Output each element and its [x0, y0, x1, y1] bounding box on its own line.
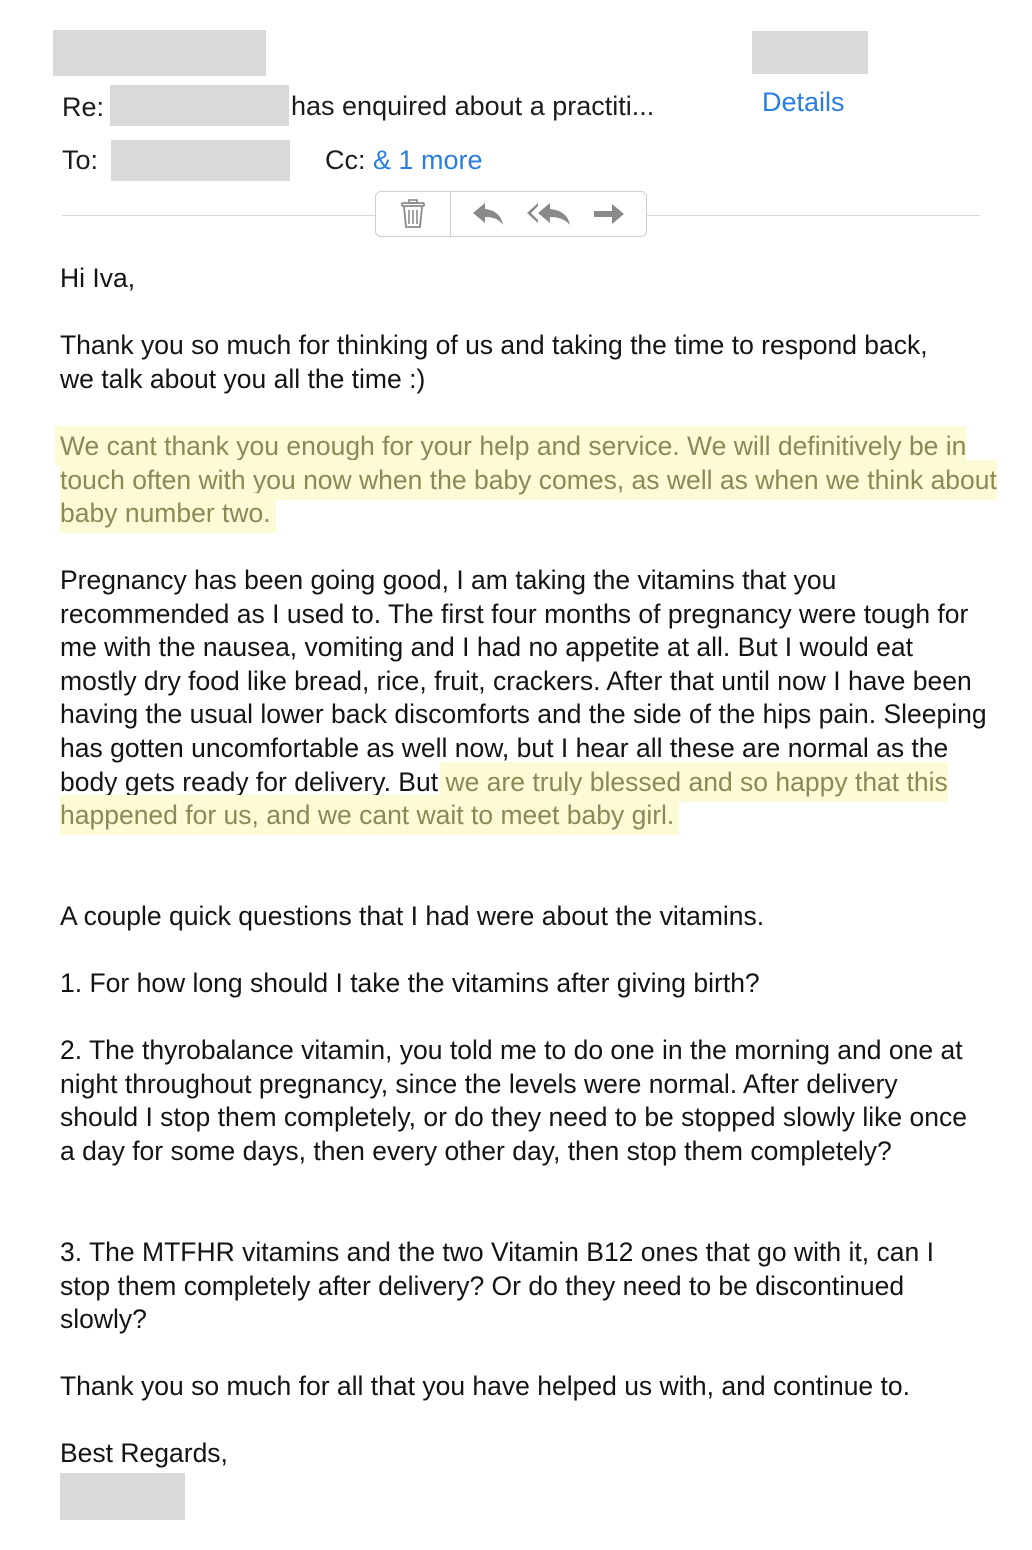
trash-icon	[400, 199, 426, 229]
paragraph-questions-intro: A couple quick questions that I had were about the vitamins.	[60, 901, 765, 931]
highlighted-text: we are truly blessed and so happy that this happened for us, and we cant wait to meet baby girl.	[60, 766, 948, 831]
redacted-sender	[53, 30, 266, 76]
forward-icon	[592, 201, 626, 227]
question-3: 3. The MTFHR vitamins and the two Vitamin B12 ones that go with it, can I stop them completely after delivery? Or do they need to be discontinued slowly?	[60, 1237, 934, 1335]
message-toolbar	[375, 191, 647, 237]
redacted-date	[752, 31, 868, 74]
reply-icon	[471, 201, 505, 227]
reply-actions	[451, 192, 646, 236]
redacted-subject-name	[110, 85, 289, 126]
redacted-recipient	[111, 140, 290, 181]
signoff: Best Regards,	[60, 1438, 228, 1468]
paragraph-service	[60, 430, 1000, 531]
reply-all-icon	[526, 201, 572, 227]
paragraph-pregnancy	[60, 564, 995, 833]
subject-text: has enquired about a practiti...	[291, 91, 655, 121]
pregnancy-text: Pregnancy has been going good, I am taking the vitamins that you recommended as I used to. The first four months of pregnancy were tough for me with the nausea, vomiting and I had no appetite at all. But I would eat mostly dry food like bread, rice, fruit, crackers. After that until now I have been having the usual lower back discomforts and the side of the hips pain. Sleeping has gotten uncomfortable as well now, but I hear all these are normal as the body gets ready for delivery. But	[60, 565, 987, 797]
forward-button[interactable]	[592, 192, 626, 236]
cc-more-link[interactable]: & 1 more	[373, 145, 483, 175]
redacted-signature	[60, 1473, 185, 1520]
closing-line: Thank you so much for all that you have helped us with, and continue to.	[60, 1371, 910, 1401]
highlighted-text: We cant thank you enough for your help and service. We will definitively be in touch often with you now when the baby comes, as well as when we think about baby number two.	[60, 431, 997, 529]
cc-label: Cc:	[325, 145, 366, 175]
re-label: Re:	[62, 92, 105, 122]
cc-row	[325, 144, 483, 176]
reply-all-button[interactable]	[526, 192, 572, 236]
question-2: 2. The thyrobalance vitamin, you told me to do one in the morning and one at night throughout pregnancy, since the levels were normal. After delivery should I stop them completely, or do they need to be stopped slowly like once a day for some days, then every other day, then stop them completely?	[60, 1035, 967, 1166]
paragraph-thanks: Thank you so much for thinking of us and taking the time to respond back, we talk about you all the time :)	[60, 330, 928, 394]
delete-button[interactable]	[376, 192, 451, 236]
greeting: Hi Iva,	[60, 263, 136, 293]
details-link[interactable]: Details	[762, 87, 845, 117]
question-1: 1. For how long should I take the vitamins after giving birth?	[60, 968, 760, 998]
to-label: To:	[62, 145, 99, 175]
reply-button[interactable]	[471, 192, 505, 236]
